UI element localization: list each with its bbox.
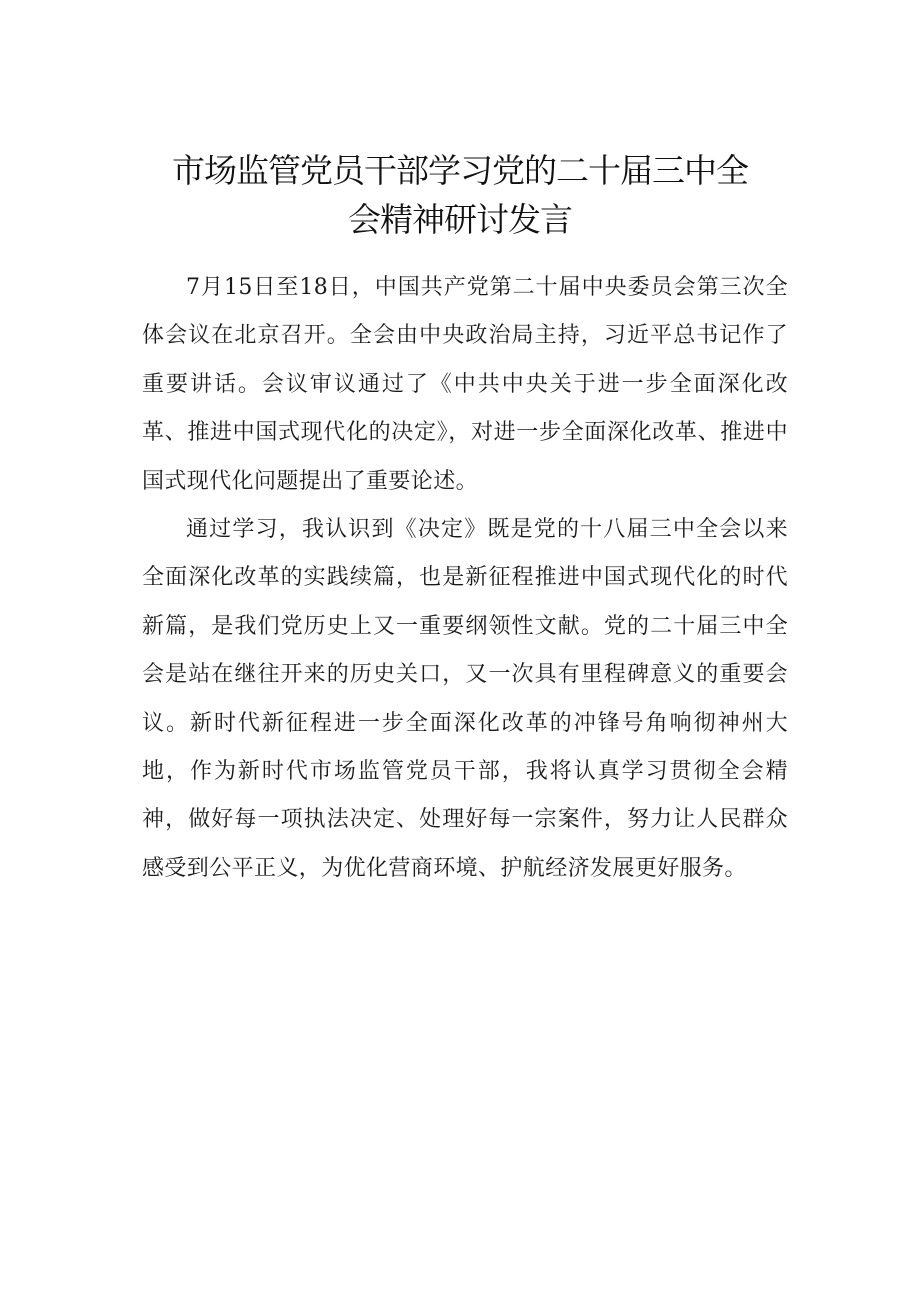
paragraph-2: 通过学习，我认识到《决定》既是党的十八届三中全会以来全面深化改革的实践续篇，也是新征程推进中国式现代化的时代新篇，是我们党历史上又一重要纲领性文献。党的二十届三中全会是站在继往开来的历史关口，又一次具有里程碑意义的重要会议。新时代新征程进一步全面深化改革的冲锋号角响彻神州大地，作为新时代市场监管党员干部，我将认真学习贯彻全会精神，做好每一项执法决定、处理好每一宗案件，努力让人民群众感受到公平正义，为优化营商环境、护航经济发展更好服务。 — [142, 517, 788, 881]
document-title — [120, 146, 800, 244]
title-line-2: 会精神研讨发言 — [348, 200, 572, 239]
title-line-1: 市场监管党员干部学习党的二十届三中全 — [172, 151, 748, 190]
paragraph-1: 7月15日至18日，中国共产党第二十届中央委员会第三次全体会议在北京召开。全会由中央政治局主持，习近平总书记作了重要讲话。会议审议通过了《中共中央关于进一步全面深化改革、推进中国式现代化的决定》，对进一步全面深化改革、推进中国式现代化问题提出了重要论述。 — [142, 275, 788, 494]
document-body — [142, 264, 788, 893]
